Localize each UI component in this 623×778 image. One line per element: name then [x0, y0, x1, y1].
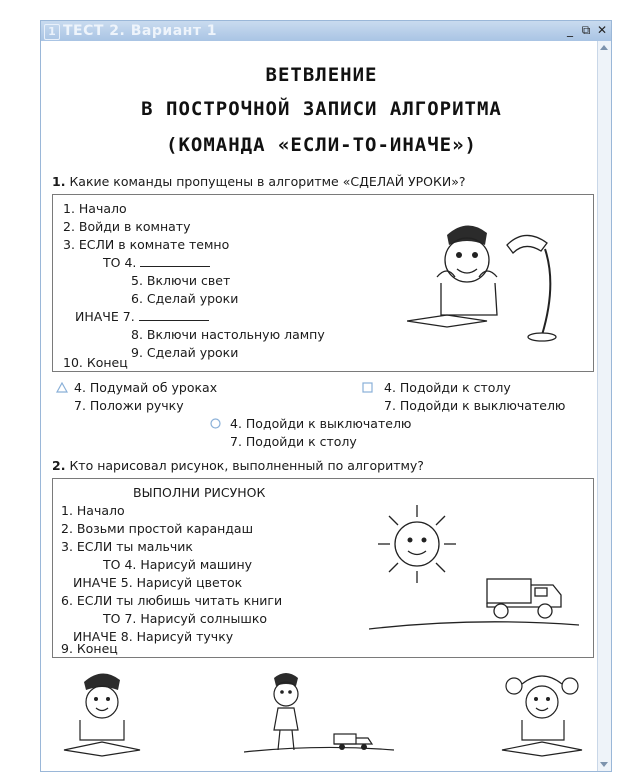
option-a-line-2: 7. Положи ручку [74, 398, 184, 413]
algo2-line: ИНАЧЕ 8. Нарисуй тучку [73, 629, 234, 644]
question-1 [52, 174, 466, 189]
answer-girl-reading[interactable] [492, 668, 602, 758]
sun-face [395, 522, 439, 566]
question-2 [52, 458, 424, 473]
minimize-icon[interactable]: _ [567, 23, 573, 37]
truck-drawing [487, 579, 561, 618]
algo2-line: ТО 7. Нарисуй солнышко [103, 611, 268, 626]
restore-icon[interactable]: ⧉ [581, 23, 591, 37]
algo1-else-label: ИНАЧЕ 7. [75, 309, 135, 324]
window-title: ТЕСТ 2. Вариант 1 [63, 23, 218, 39]
question-2-number: 2. [52, 458, 66, 473]
algo1-line-then [103, 255, 210, 270]
sun-and-truck-drawing [369, 499, 579, 649]
scroll-up-icon[interactable] [600, 45, 608, 50]
heading-line-3: (КОМАНДА «ЕСЛИ-ТО-ИНАЧЕ») [166, 134, 477, 156]
boy-face [445, 238, 489, 282]
algo2-line: 3. ЕСЛИ ты мальчик [61, 539, 193, 554]
close-icon[interactable]: ✕ [596, 23, 608, 37]
algo1-then-label: ТО 4. [103, 255, 137, 270]
algo2-line: 9. Конец [61, 641, 118, 656]
vertical-scrollbar[interactable] [597, 41, 611, 771]
algo2-line: 1. Начало [61, 503, 125, 518]
algo2-line: ТО 4. Нарисуй машину [103, 557, 253, 572]
algo1-line: 6. Сделай уроки [131, 291, 239, 306]
answer-blank [140, 256, 210, 267]
option-c-line-1: 4. Подойди к выключателю [230, 416, 412, 431]
algo1-line: 5. Включи свет [131, 273, 231, 288]
algo1-line: 2. Войди в комнату [63, 219, 191, 234]
heading-line-2: В ПОСТРОЧНОЙ ЗАПИСИ АЛГОРИТМА [141, 98, 502, 120]
circle-option-marker[interactable] [210, 418, 221, 429]
algo2-line: 6. ЕСЛИ ты любишь читать книги [61, 593, 283, 608]
answer-boy-reading[interactable] [58, 668, 178, 758]
option-b-line-1: 4. Подойди к столу [384, 380, 511, 395]
question-2-text: Кто нарисовал рисунок, выполненный по алгоритму? [69, 458, 424, 473]
algo2-title: ВЫПОЛНИ РИСУНОК [133, 485, 266, 500]
algo1-line: 10. Конец [63, 355, 128, 370]
algorithm-box-1 [52, 194, 594, 372]
scroll-down-icon[interactable] [600, 762, 608, 767]
question-1-text: Какие команды пропущены в алгоритме «СДЕЛАЙ УРОКИ»? [69, 174, 466, 189]
open-book [407, 315, 487, 327]
algo2-line: 2. Возьми простой карандаш [61, 521, 254, 536]
algo2-line: ИНАЧЕ 5. Нарисуй цветок [73, 575, 243, 590]
answer-boy-with-toy-truck[interactable] [244, 668, 394, 758]
option-b-line-2: 7. Подойди к выключателю [384, 398, 566, 413]
square-option-marker[interactable] [362, 382, 373, 393]
question-1-number: 1. [52, 174, 66, 189]
desk-lamp [507, 235, 547, 253]
title-bar[interactable] [41, 21, 611, 41]
algorithm-box-2 [52, 478, 594, 658]
test-number-badge: 1 [44, 24, 60, 40]
ground-line [369, 622, 579, 629]
boy-with-lamp-illustration [407, 215, 567, 345]
algo1-line: 8. Включи настольную лампу [131, 327, 325, 342]
algo1-line-else [75, 309, 209, 324]
option-a-line-1: 4. Подумай об уроках [74, 380, 218, 395]
boy-hair [447, 225, 487, 245]
algo1-line: 3. ЕСЛИ в комнате темно [63, 237, 230, 252]
algo1-line: 9. Сделай уроки [131, 345, 239, 360]
triangle-option-marker[interactable] [56, 382, 68, 393]
answer-blank [139, 310, 209, 321]
heading-line-1: ВЕТВЛЕНИЕ [265, 64, 378, 86]
test-page [44, 42, 599, 772]
algo1-line: 1. Начало [63, 201, 127, 216]
option-c-line-2: 7. Подойди к столу [230, 434, 357, 449]
